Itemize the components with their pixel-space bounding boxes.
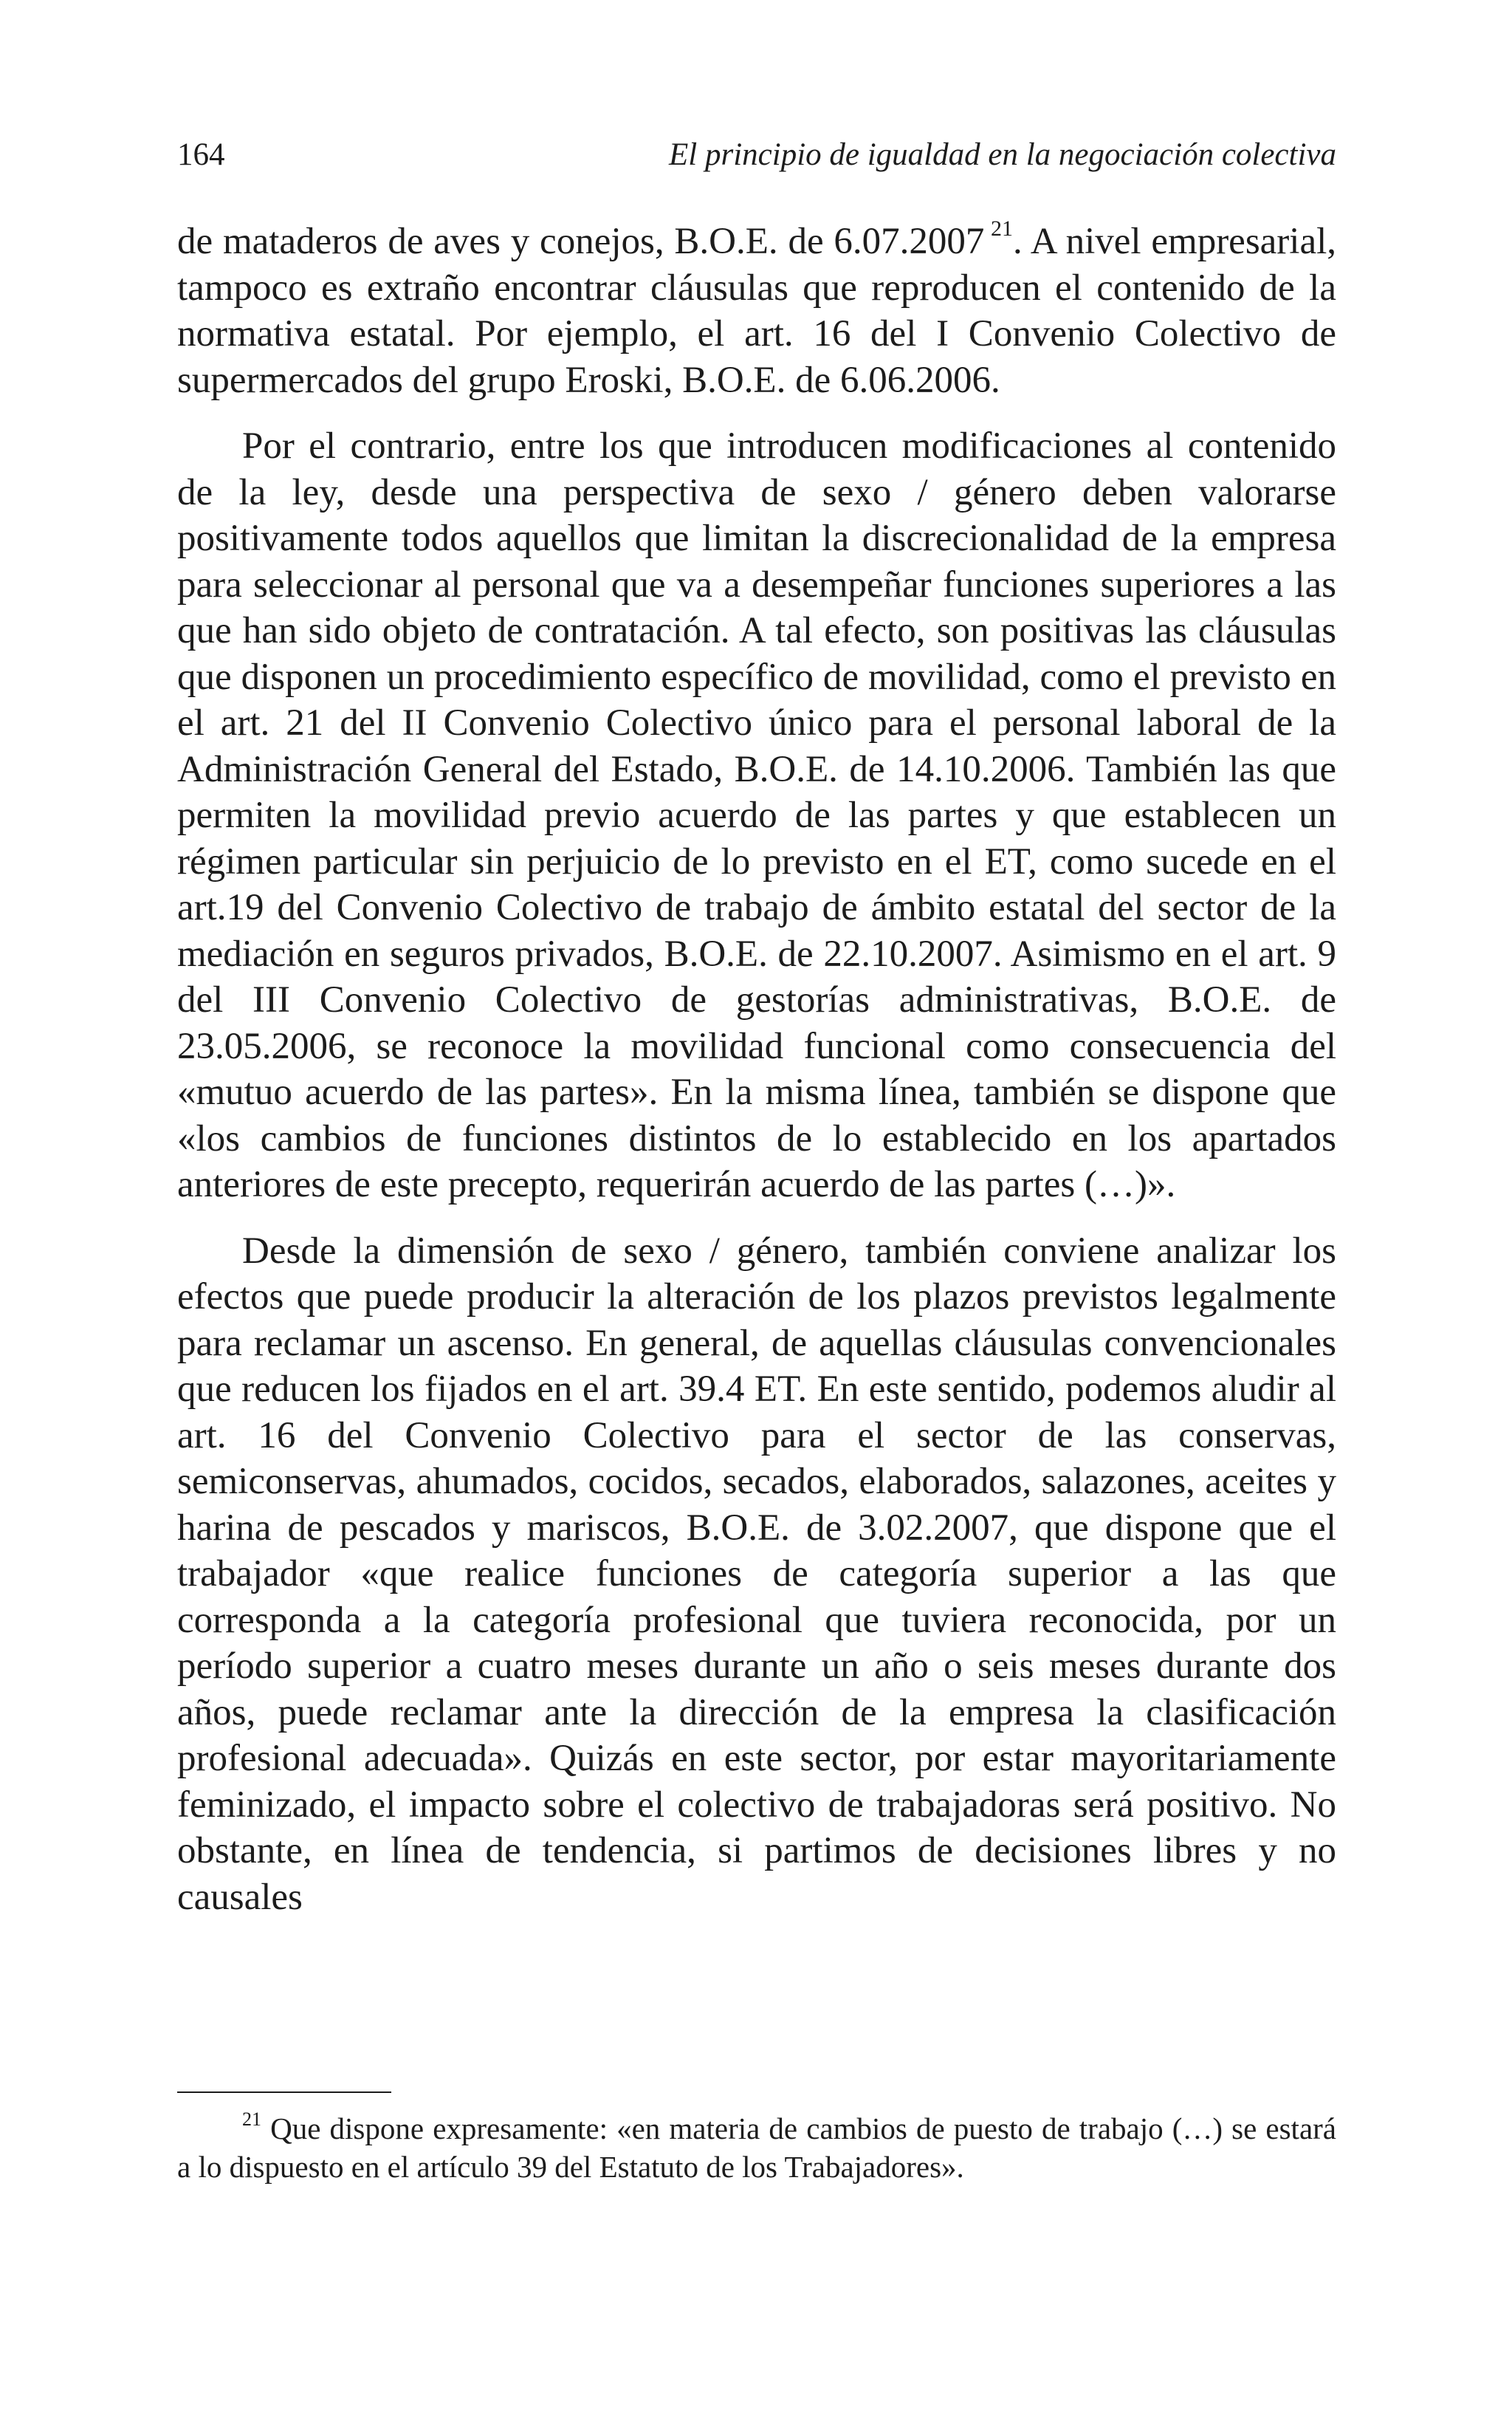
paragraph-3: Desde la dimensión de sexo / género, también conviene analizar los efectos que puede producir la alteración de los plazos previstos legalmente para reclamar un ascenso. En general, de aquellas cláusulas convencionales que reducen los fijados en el art. 39.4 ET. En este sentido, podemos aludir al art. 16 del Convenio Colectivo para el sector de las conservas, semiconservas, ahumados, cocidos, secados, elaborados, salazones, aceites y harina de pescados y mariscos, B.O.E. de 3.02.2007, que dispone que el trabajador «que realice funciones de categoría superior a las que corresponda a la categoría profesional que tuviera reconocida, por un período superior a cuatro meses durante un año o seis meses durante dos años, puede reclamar ante la dirección de la empresa la clasificación profesional adecuada». Quizás en este sector, por estar mayoritariamente feminizado, el impacto sobre el colectivo de trabajadoras será positivo. No obstante, en línea de tendencia, si partimos de decisiones libres y no causales (177, 1230, 1336, 1918)
paragraph-1-start: de mataderos de aves y conejos, B.O.E. de 6.07.2007 (177, 221, 985, 262)
footnote (177, 2109, 1336, 2186)
footnote-separator (177, 2091, 391, 2093)
page-number: 164 (177, 137, 225, 172)
footnote-number: 21 (242, 2108, 261, 2130)
footnote-reference (984, 216, 1013, 241)
paragraph-1-end: . A nivel empresarial, tampoco es extraño encontrar cláusulas que reproducen el contenido de la normativa estatal. Por ejemplo, el art. 16 del I Convenio Colectivo de supermercados del grupo Eroski, B.O.E. de 6.06.2006. (177, 221, 1337, 401)
paragraph-2: Por el contrario, entre los que introducen modificaciones al contenido de la ley, desde una perspectiva de sexo / género deben valorarse positivamente todos aquellos que limitan la discrecionalidad de la empresa para seleccionar al personal que va a desempeñar funciones superiores a las que han sido objeto de contratación. A tal efecto, son positivas las cláusulas que disponen un procedimiento específico de movilidad, como el previsto en el art. 21 del II Convenio Colectivo único para el personal laboral de la Administración General del Estado, B.O.E. de 14.10.2006. También las que permiten la movilidad previo acuerdo de las partes y que establecen un régimen particular sin perjuicio de lo previsto en el ET, como sucede en el art.19 del Convenio Colectivo de trabajo de ámbito estatal del sector de la mediación en seguros privados, B.O.E. de 22.10.2007. Asimismo en el art. 9 del III Convenio Colectivo de gestorías administrativas, B.O.E. de 23.05.2006, se reconoce la movilidad funcional como consecuencia del «mutuo acuerdo de las partes». En la misma línea, también se dispone que «los cambios de funciones distintos de lo establecido en los apartados anteriores de este precepto, requerirán acuerdo de las partes (…)». (177, 425, 1336, 1205)
footnote-text: Que dispone expresamente: «en materia de cambios de puesto de trabajo (…) se estará a lo dispuesto en el artículo 39 del Estatuto de los Trabajadores». (177, 2111, 1336, 2184)
paragraph-1 (177, 216, 1337, 403)
running-header (177, 133, 1336, 177)
footnote-reference-number: 21 (991, 216, 1014, 241)
running-title: El principio de igualdad en la negociación colectiva (669, 137, 1336, 172)
body-text (177, 216, 1337, 1920)
